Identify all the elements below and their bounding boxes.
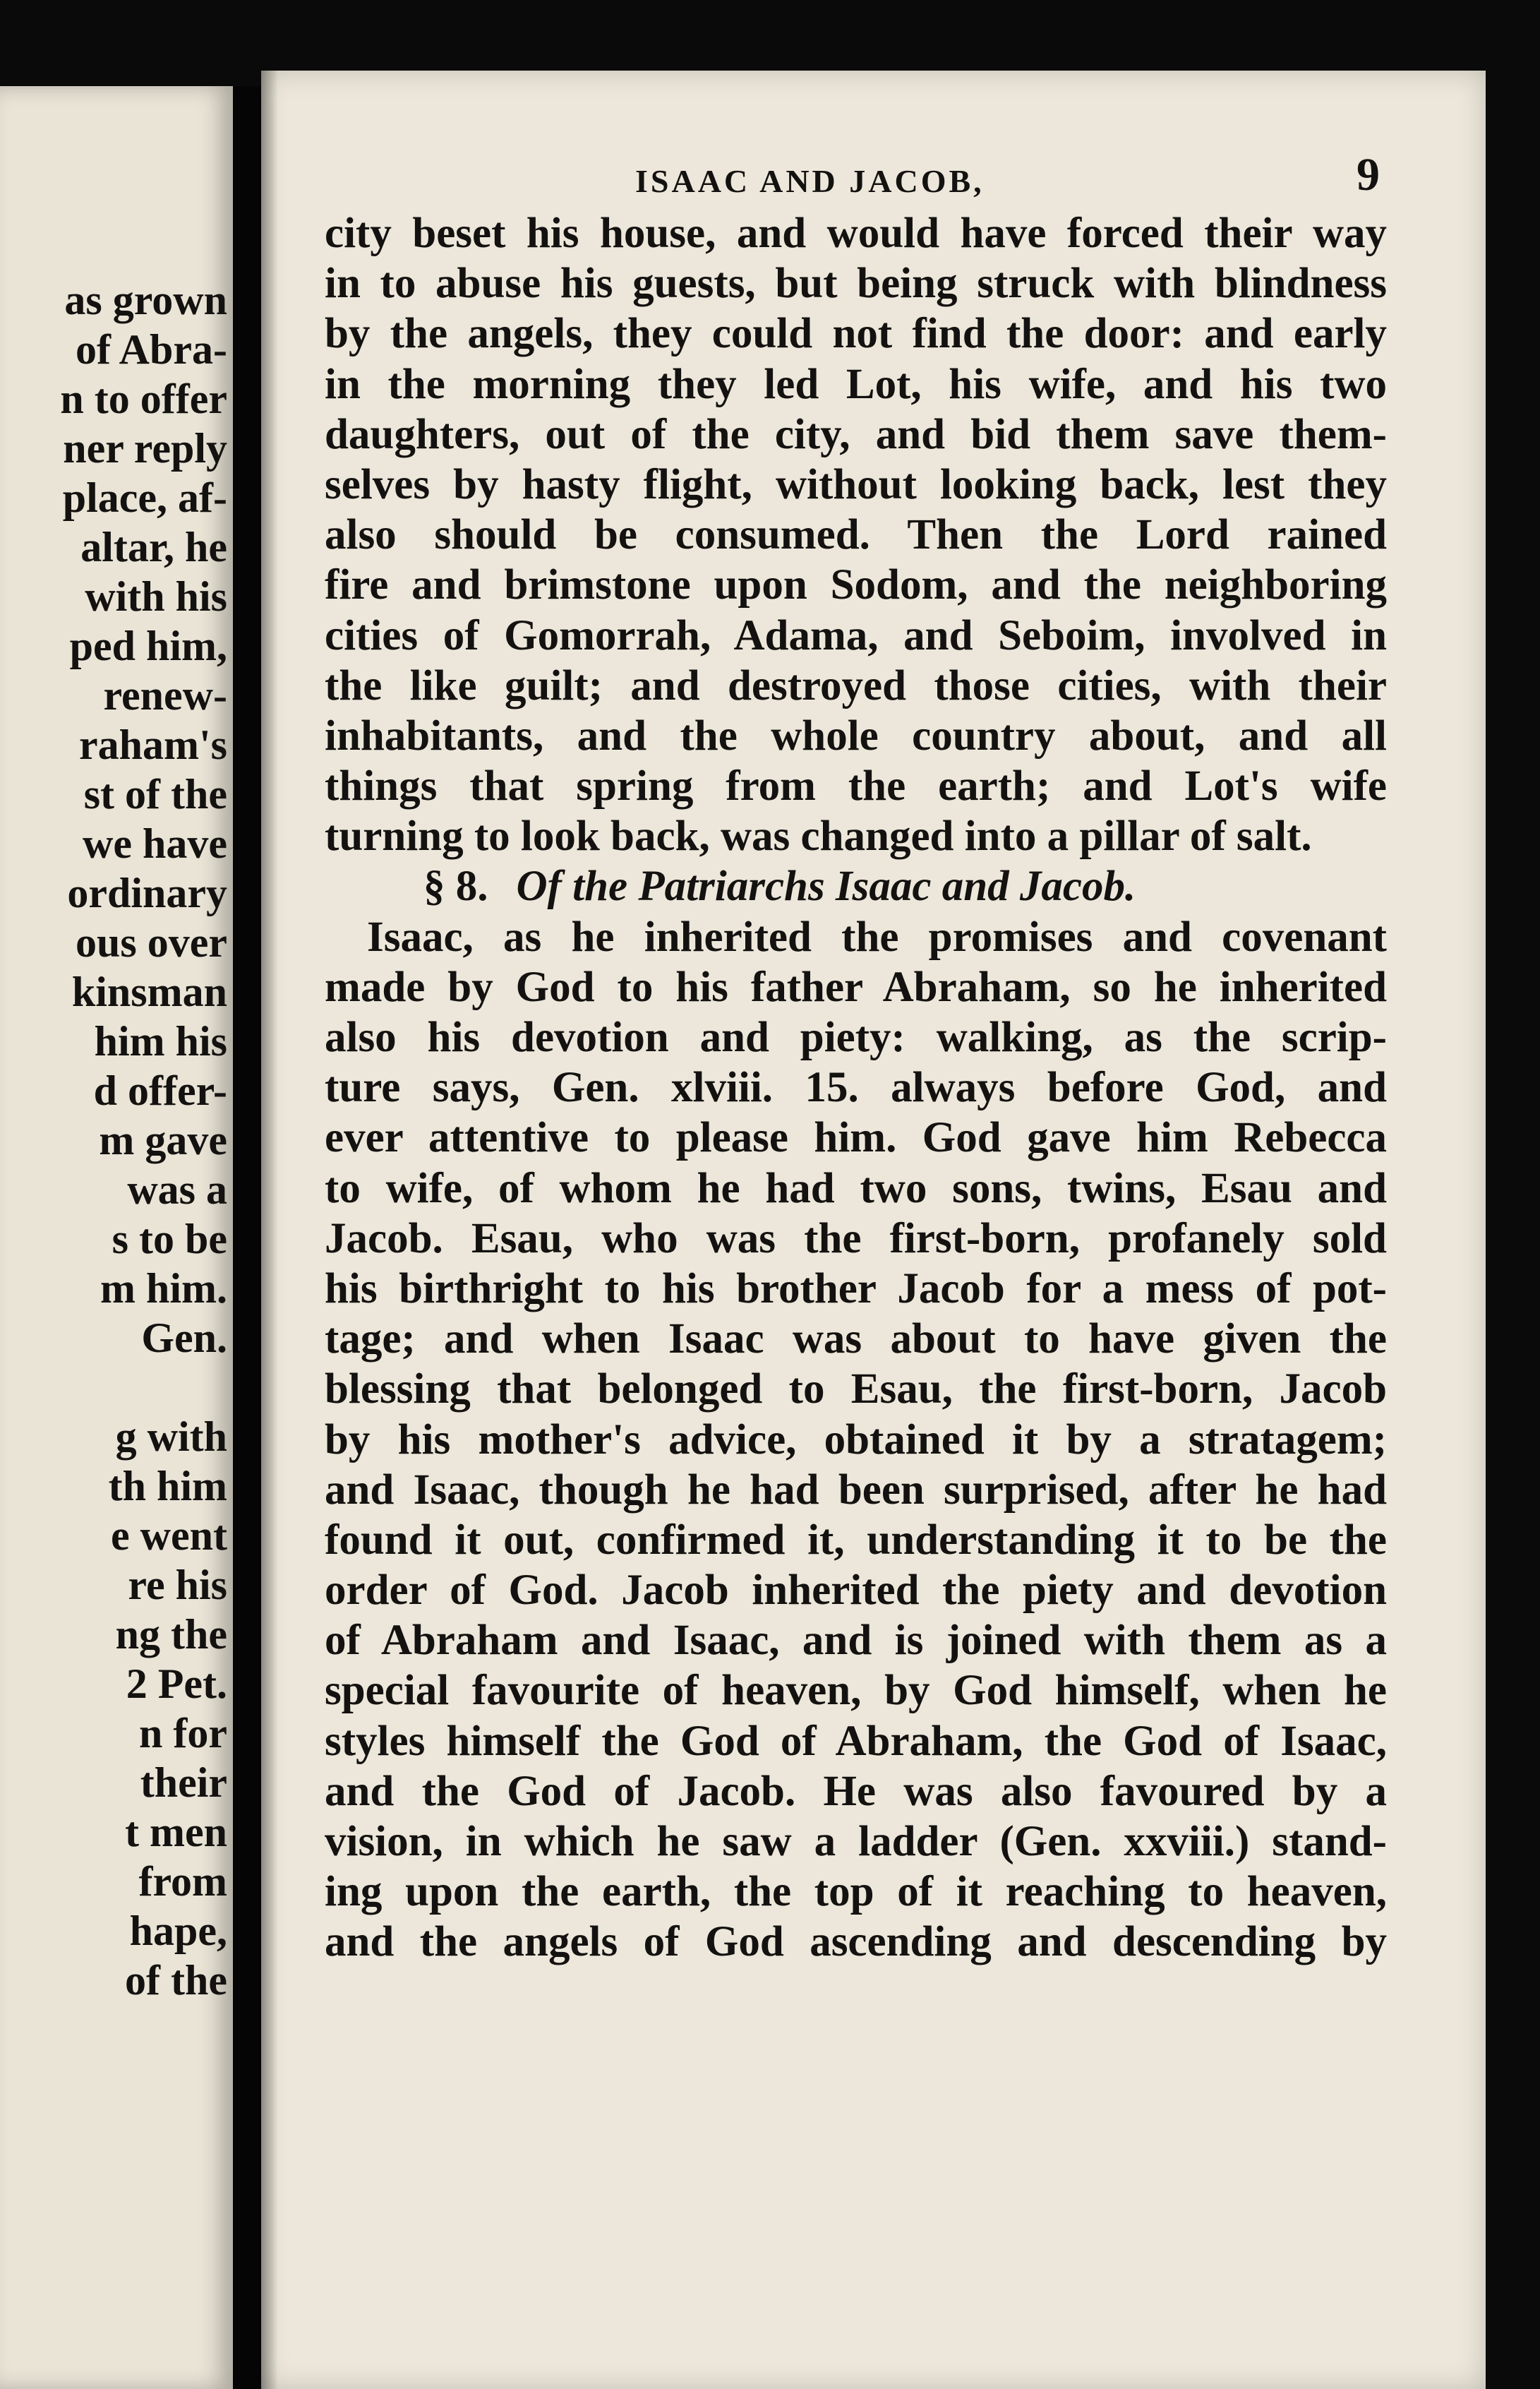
text-line: also should be consumed. Then the Lord rained (325, 511, 1387, 559)
text-line: the like guilt; and destroyed those cities, with their (325, 661, 1387, 709)
facing-text-line: g with (115, 1413, 227, 1460)
running-title: ISAAC AND JACOB, (635, 163, 985, 199)
facing-text-line: s to be (112, 1216, 227, 1262)
facing-text-line: t men (125, 1809, 227, 1855)
facing-text-line: with his (85, 573, 227, 620)
scan-border (1486, 71, 1540, 2389)
facing-text-line: 2 Pet. (126, 1660, 227, 1707)
text-line: city beset his house, and would have forced their way (325, 210, 1387, 257)
facing-page (0, 86, 233, 2389)
facing-text-line: ordinary (67, 870, 227, 916)
text-line: fire and brimstone upon Sodom, and the neighboring (325, 561, 1387, 609)
page-number: 9 (1356, 149, 1380, 200)
facing-text-line: hape, (129, 1908, 227, 1954)
text-line: special favourite of heaven, by God himself, when he (325, 1667, 1387, 1715)
text-line: inhabitants, and the whole country about, and all (325, 712, 1387, 760)
facing-text-line: d offer- (93, 1067, 227, 1114)
book-page (261, 71, 1486, 2389)
text-line: order of God. Jacob inherited the piety and devotion (325, 1567, 1387, 1615)
text-line: and Isaac, though he had been surprised, after he had (325, 1466, 1387, 1514)
facing-text-line: kinsman (71, 969, 227, 1015)
text-line: found it out, confirmed it, understanding it to be the (325, 1516, 1387, 1564)
facing-text-line (0, 1363, 233, 1412)
facing-text-line: was a (127, 1166, 227, 1213)
text-line: and the God of Jacob. He was also favoured by a (325, 1767, 1387, 1815)
text-line: things that spring from the earth; and Lot's wife (325, 762, 1387, 810)
facing-text-line: n for (139, 1710, 227, 1756)
text-line: ever attentive to please him. God gave him Rebecca (325, 1114, 1387, 1162)
text-line: ing upon the earth, the top of it reaching to heaven, (325, 1868, 1387, 1916)
facing-text-line: their (140, 1759, 227, 1806)
facing-text-line: m gave (99, 1117, 227, 1163)
text-line: in to abuse his guests, but being struck with blindness (325, 260, 1387, 308)
text-line: made by God to his father Abraham, so he inherited (325, 963, 1387, 1011)
text-line: of Abraham and Isaac, and is joined with them as a (325, 1617, 1387, 1665)
facing-text-line: of Abra- (76, 326, 227, 373)
text-line: in the morning they led Lot, his wife, and his two (325, 360, 1387, 408)
facing-text-line: m him. (100, 1265, 227, 1312)
text-line: blessing that belonged to Esau, the first-born, Jacob (325, 1365, 1387, 1413)
facing-text-line: ner reply (63, 425, 227, 472)
text-line: also his devotion and piety: walking, as the scrip- (325, 1014, 1387, 1061)
text-line: cities of Gomorrah, Adama, and Seboim, involved in (325, 611, 1387, 659)
text-line: and the angels of God ascending and descending by (325, 1918, 1387, 1966)
facing-text-line: altar, he (80, 524, 227, 570)
page-text (325, 208, 1387, 1968)
section-heading (325, 861, 1387, 911)
facing-text-line: th him (108, 1463, 227, 1509)
facing-text-line: from (138, 1858, 227, 1905)
spine-shadow (261, 71, 278, 2389)
text-line: vision, in which he saw a ladder (Gen. xxviii.) stand- (325, 1818, 1387, 1865)
facing-text-line: e went (111, 1512, 227, 1559)
text-line: by the angels, they could not find the door: and early (325, 310, 1387, 358)
facing-text-line: raham's (79, 722, 227, 768)
text-line: styles himself the God of Abraham, the God of Isaac, (325, 1717, 1387, 1765)
facing-text-line: st of the (83, 771, 227, 818)
facing-text-line: re his (128, 1562, 227, 1608)
facing-text-line: place, af- (62, 474, 227, 521)
facing-text-line: n to offer (60, 376, 227, 422)
section-number: § 8. (423, 863, 488, 911)
text-line: to wife, of whom he had two sons, twins, Esau and (325, 1164, 1387, 1212)
facing-text-line: of the (125, 1957, 227, 2004)
text-line: tage; and when Isaac was about to have given the (325, 1315, 1387, 1363)
text-line: daughters, out of the city, and bid them save them- (325, 410, 1387, 458)
text-line: his birthright to his brother Jacob for a mess of pot- (325, 1264, 1387, 1312)
facing-text-line: ped him, (69, 623, 227, 669)
paragraph-continued (325, 208, 1387, 861)
paragraph-isaac-jacob (325, 912, 1387, 1968)
text-line: Isaac, as he inherited the promises and covenant (367, 913, 1387, 961)
facing-text-line: ous over (76, 919, 227, 966)
facing-text-line: as grown (64, 277, 227, 323)
facing-text-line: we have (83, 820, 227, 867)
text-line: ture says, Gen. xlviii. 15. always before God, and (325, 1064, 1387, 1112)
facing-page-text (0, 275, 233, 2005)
facing-text-line: Gen. (141, 1315, 227, 1361)
section-title: Of the Patriarchs Isaac and Jacob. (516, 863, 1136, 911)
text-line: Jacob. Esau, who was the first-born, profanely sold (325, 1214, 1387, 1262)
running-head (261, 148, 1486, 198)
text-line: turning to look back, was changed into a pillar of salt. (325, 813, 1312, 861)
facing-text-line: ng the (115, 1611, 227, 1658)
text-line: by his mother's advice, obtained it by a stratagem; (325, 1415, 1387, 1463)
facing-text-line: renew- (103, 672, 227, 719)
text-line: selves by hasty flight, without looking back, lest they (325, 460, 1387, 508)
book-gutter (233, 86, 261, 2389)
facing-text-line: him his (94, 1018, 227, 1065)
